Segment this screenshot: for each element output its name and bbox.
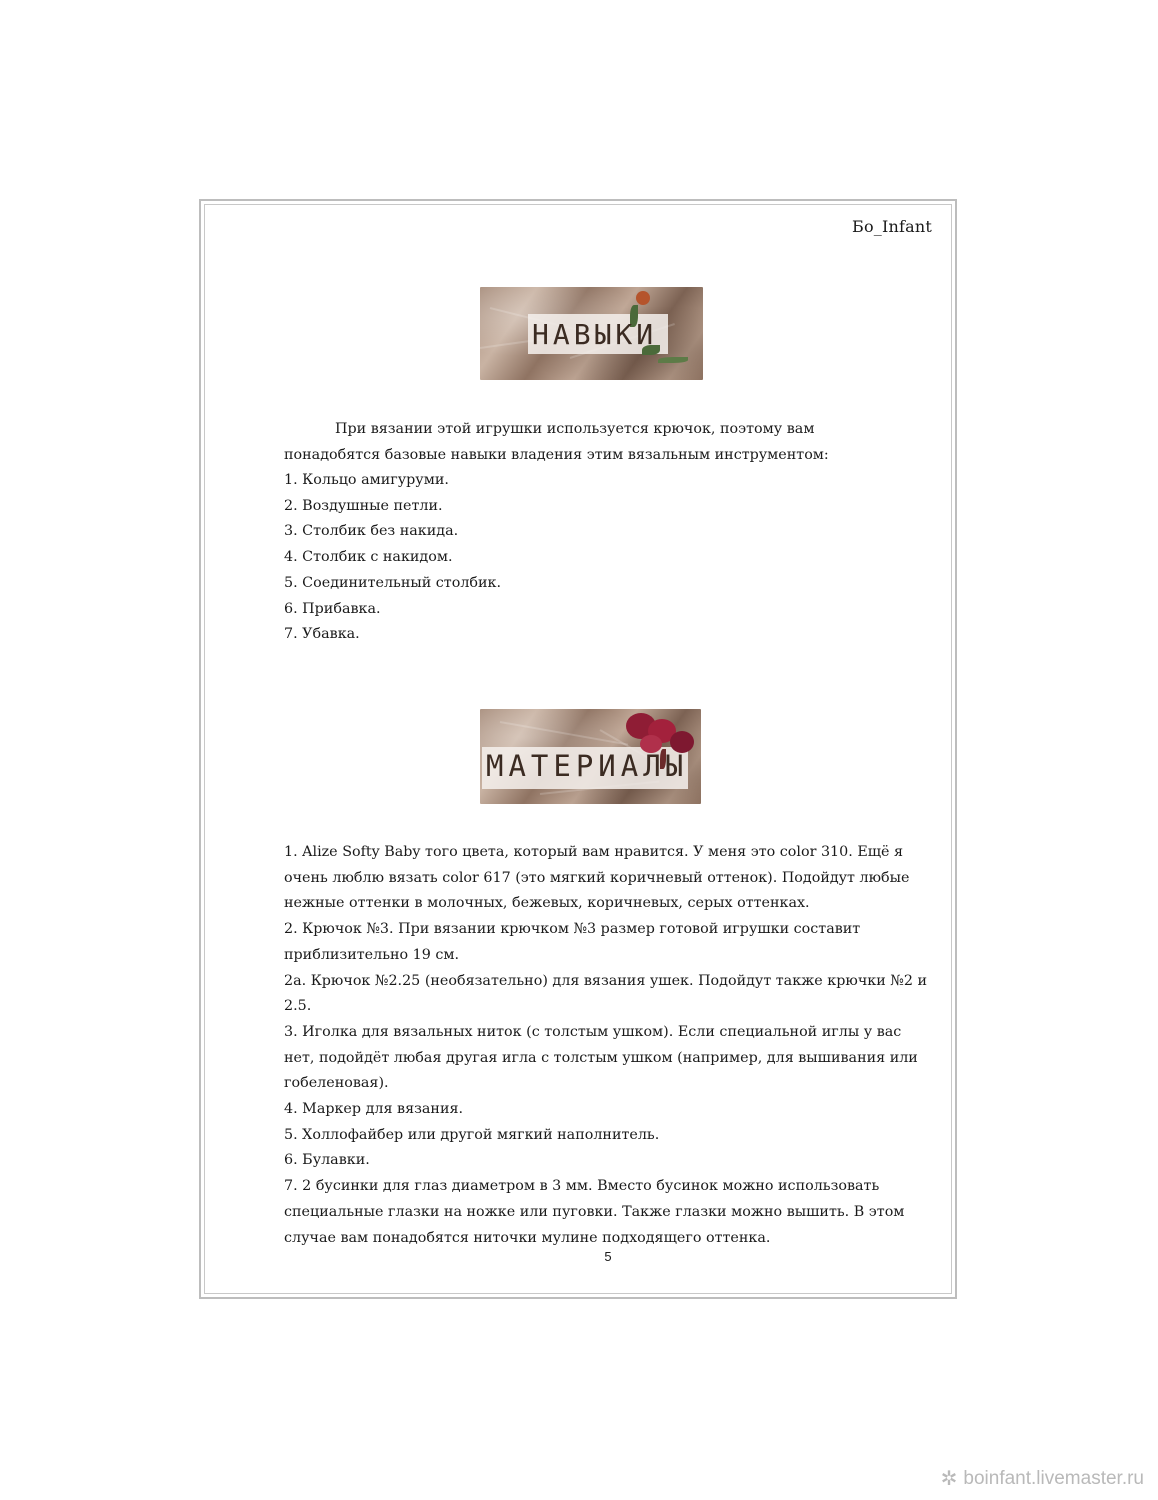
list-item: 5. Соединительный столбик. (284, 574, 502, 591)
skills-section (284, 416, 944, 648)
list-item: 3. Столбик без накида. (284, 523, 459, 540)
materials-list (284, 840, 936, 1251)
snowflake-icon: ✲ (940, 1468, 958, 1490)
skills-list (284, 468, 944, 648)
list-item: 2а. Крючок №2.25 (необязательно) для вязания ушек. Подойдут также крючки №2 и 2.5. (284, 972, 927, 1015)
materials-banner (480, 709, 701, 804)
materials-banner-label: МАТЕРИАЛЫ (486, 749, 689, 783)
list-item: 7. Убавка. (284, 626, 360, 643)
list-item: 2. Воздушные петли. (284, 497, 443, 514)
list-item: 3. Иголка для вязальных ниток (с толстым ушком). Если специальной иглы у вас нет, подойдёт любая другая игла с толстым ушком (например, для вышивания или гобеленовая). (284, 1023, 918, 1092)
list-item: 1. Кольцо амигуруми. (284, 472, 449, 488)
list-item: 1. Alize Softy Baby того цвета, который вам нравится. У меня это color 310. Ещё я очень люблю вязать color 617 (это мягкий коричневый оттенок). Подойдут любые нежные оттенки в молочных, бежевых, коричневых, серых оттенках. (284, 844, 910, 912)
watermark-text: boinfant.livemaster.ru (963, 1467, 1144, 1489)
skills-banner (480, 287, 703, 380)
list-item: 6. Булавки. (284, 1152, 370, 1169)
page-number: 5 (604, 1249, 612, 1264)
skills-intro: При вязании этой игрушки используется крючок, поэтому вам понадобятся базовые навыки владения этим вязальным инструментом: (284, 421, 829, 463)
list-item: 5. Холлофайбер или другой мягкий наполнитель. (284, 1126, 660, 1143)
watermark (941, 1466, 1144, 1491)
list-item: 6. Прибавка. (284, 600, 381, 617)
skills-banner-label: НАВЫКИ (532, 318, 658, 351)
list-item: 7. 2 бусинки для глаз диаметром в 3 мм. Вместо бусинок можно использовать специальные глазки на ножке или пуговки. Также глазки можно вышить. В этом случае вам понадобятся ниточки мулине подходящего оттенка. (284, 1178, 905, 1246)
list-item: 2. Крючок №3. При вязании крючком №3 размер готовой игрушки составит приблизительно 19 см. (284, 921, 861, 963)
list-item: 4. Маркер для вязания. (284, 1101, 464, 1118)
brand-header: Бо_Infant (851, 217, 932, 236)
materials-section (284, 840, 944, 1251)
list-item: 4. Столбик с накидом. (284, 549, 453, 566)
flower-icon (636, 291, 650, 305)
